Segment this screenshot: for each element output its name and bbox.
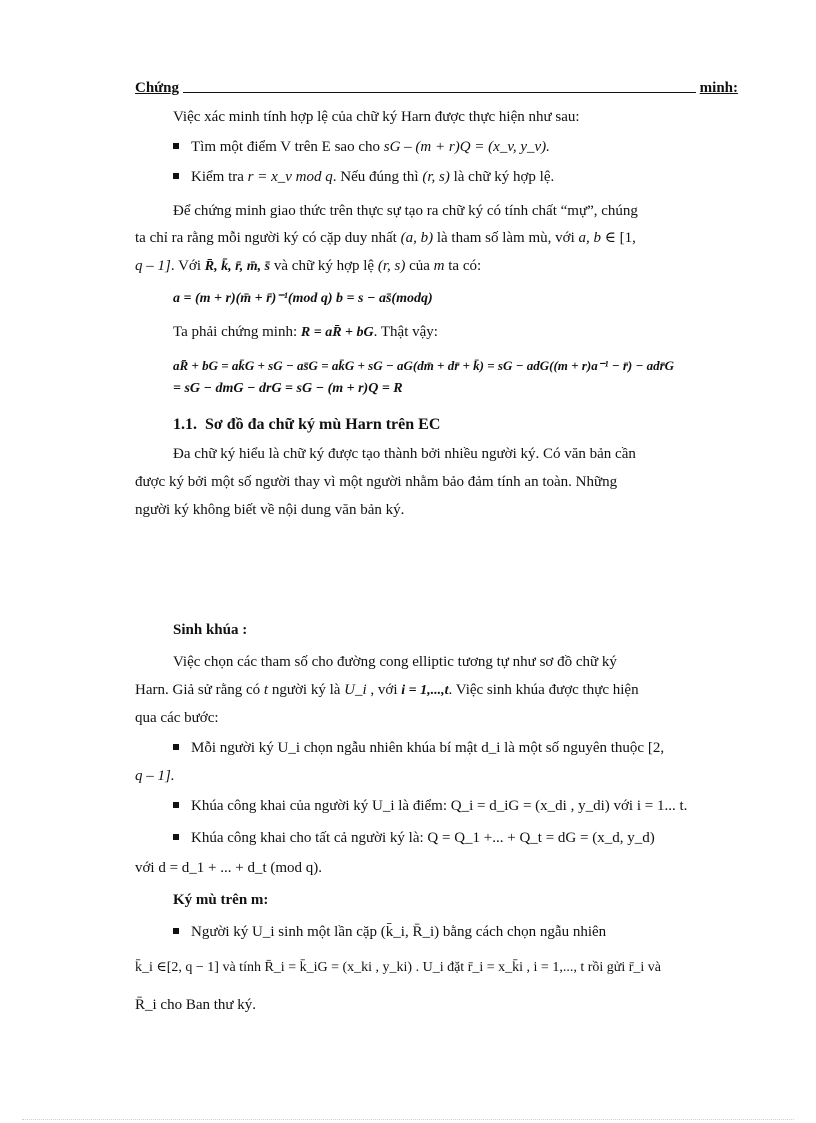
proof-bullet-2: Kiểm tra r = x_v mod q. Nếu đúng thì (r, s) là chữ ký hợp lệ. xyxy=(173,167,738,187)
sign-bullet-1-line2: k̄_i ∈[2, q − 1] và tính R̄_i = k̄_iG = (x_ki , y_ki) . U_i đặt r̄_i = x_k̄i , i = 1,..., t rồi gửi r̄_i và xyxy=(135,960,661,975)
proof-intro: Việc xác minh tính hợp lệ của chữ ký Harn được thực hiện như sau: xyxy=(173,109,580,125)
para1-line1: Để chứng minh giao thức trên thực sự tạo ra chữ ký có tính chất “mự”, chúng xyxy=(173,203,638,219)
proof-heading xyxy=(135,78,738,98)
keygen-bullet-1: Mỗi người ký U_i chọn ngẫu nhiên khúa bí mật d_i là một số nguyên thuộc [2, xyxy=(173,738,738,758)
para1-line3: q – 1]. Với R̄, k̄, r̄, m̄, s̄ và chữ ký hợp lệ (r, s) của m ta có: xyxy=(135,258,482,274)
proof-bullet-1: Tìm một điểm V trên E sao cho sG – (m + r)Q = (x_v, y_v). xyxy=(173,137,738,157)
keygen-line1: Việc chọn các tham số cho đường cong elliptic tương tự như sơ đồ chữ ký xyxy=(173,654,617,670)
bullet-square-icon xyxy=(173,802,179,808)
section-line3: người ký không biết về nội dung văn bản ký. xyxy=(135,502,405,518)
section-line1: Đa chữ ký hiểu là chữ ký được tạo thành bởi nhiều người ký. Có văn bản cần xyxy=(173,446,636,462)
section-heading: 1.1. Sơ đồ đa chữ ký mù Harn trên EC xyxy=(173,416,441,433)
bullet-square-icon xyxy=(173,173,179,179)
bullet1-math: sG – (m + r)Q = (x_v, y_v). xyxy=(383,139,550,155)
proof-title-right: minh: xyxy=(699,80,738,96)
sign-title: Ký mù trên m: xyxy=(173,892,269,908)
keygen-bullet-3: Khúa công khai cho tất cả người ký là: Q = Q_1 +... + Q_t = dG = (x_d, y_d) xyxy=(173,828,738,848)
proof-title-left: Chứng xyxy=(135,80,180,96)
sign-bullet-1-line3: R̄_i cho Ban thư ký. xyxy=(135,997,257,1013)
para1-line2: ta chỉ ra rằng mỗi người ký có cặp duy nhất (a, b) là tham số làm mù, với a, b ∈ [1, xyxy=(135,230,636,246)
equation-2-line2: = sG − dmG − drG = sG − (m + r)Q = R xyxy=(173,381,403,396)
keygen-line3: qua các bước: xyxy=(135,710,219,726)
keygen-title: Sinh khúa : xyxy=(173,622,248,638)
equation-1: a = (m + r)(m̄ + r̄)⁻¹(mod q) b = s − as̄(modq) xyxy=(173,291,433,306)
bullet-square-icon xyxy=(173,744,179,750)
keygen-bullet-2: Khúa công khai của người ký U_i là điểm: Q_i = d_iG = (x_di , y_di) với i = 1... t. xyxy=(173,796,738,816)
equation-2-line1: aR̄ + bG = ak̄G + sG − as̄G = ak̄G + sG − aG(dm̄ + dr̄ + k̄) = sG − adG((m + r)a⁻¹ − r̄) − adr̄G xyxy=(173,358,675,373)
bullet-square-icon xyxy=(173,834,179,840)
keygen-bullet-3-cont: với d = d_1 + ... + d_t (mod q). xyxy=(135,860,323,876)
bullet-square-icon xyxy=(173,928,179,934)
heading-underline xyxy=(183,78,696,93)
bullet-square-icon xyxy=(173,143,179,149)
prove-line: Ta phải chứng minh: R = aR̄ + bG. Thật vậy: xyxy=(173,324,438,340)
section-line2: được ký bởi một số người thay vì một người nhằm bảo đảm tính an toàn. Những xyxy=(135,474,618,490)
keygen-line2: Harn. Giả sử rằng có t người ký là U_i , với i = 1,...,t. Việc sinh khúa được thực hiện xyxy=(135,682,639,698)
sign-bullet-1: Người ký U_i sinh một lần cặp (k̄_i, R̄_i) bằng cách chọn ngẫu nhiên xyxy=(173,922,738,942)
page-bottom-rule xyxy=(22,1119,794,1120)
keygen-bullet-1-cont: q – 1]. xyxy=(135,768,175,784)
